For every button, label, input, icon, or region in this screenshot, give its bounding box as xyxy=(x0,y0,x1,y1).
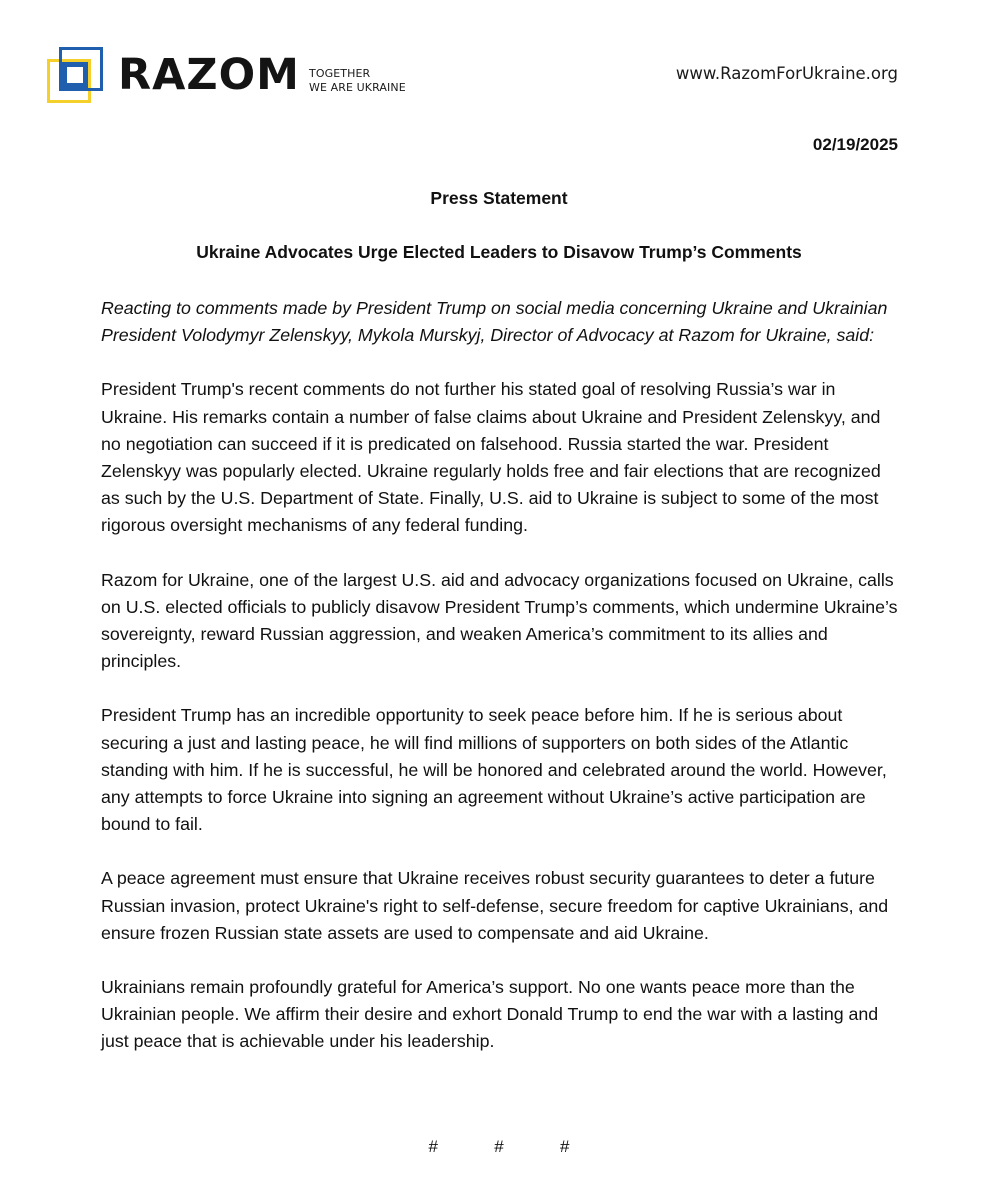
razom-logo-icon xyxy=(47,47,103,103)
body-paragraph: President Trump has an incredible opportunity to seek peace before him. If he is serious about securing a just and lasting peace, he will find millions of supporters on both sides of the Atlantic standing with him. If he is successful, he will be honored and celebrated around the world. However, any attempts to force Ukraine into signing an agreement without Ukraine’s active participation are bound to fail. xyxy=(101,705,887,835)
end-of-release-marks xyxy=(0,1137,998,1157)
end-mark: # xyxy=(494,1137,504,1156)
statement-body xyxy=(101,295,901,1083)
tagline-line-2: WE ARE UKRAINE xyxy=(309,81,406,94)
intro-paragraph: Reacting to comments made by President Trump on social media concerning Ukraine and Ukrainian President Volodymyr Zelenskyy, Mykola Murskyj, Director of Advocacy at Razom for Ukraine, said: xyxy=(101,298,888,346)
brand-tagline xyxy=(309,67,406,95)
document-type: Press Statement xyxy=(430,188,568,208)
brand-name: RAZOM xyxy=(118,50,300,100)
end-mark: # xyxy=(560,1137,570,1156)
body-paragraph: A peace agreement must ensure that Ukraine receives robust security guarantees to deter a future Russian invasion, protect Ukraine's right to self-defense, secure freedom for captive Ukrainians, and ensure frozen Russian state assets are used to compensate and aid Ukraine. xyxy=(101,868,889,943)
body-paragraph: Ukrainians remain profoundly grateful for America’s support. No one wants peace more than the Ukrainian people. We affirm their desire and exhort Donald Trump to end the war with a lasting and just peace that is achievable under his leadership. xyxy=(101,977,879,1052)
website-link[interactable]: www.RazomForUkraine.org xyxy=(675,64,898,83)
tagline-line-1: TOGETHER xyxy=(309,67,371,80)
statement-date: 02/19/2025 xyxy=(812,135,898,154)
letterhead xyxy=(0,0,1004,120)
end-mark: # xyxy=(428,1137,438,1156)
body-paragraph: President Trump's recent comments do not further his stated goal of resolving Russia’s war in Ukraine. His remarks contain a number of false claims about Ukraine and President Zelenskyy, and no negotiation can succeed if it is predicated on falsehood. Russia started the war. President Zelenskyy was popularly elected. Ukraine regularly holds free and fair elections that are recognized as such by the U.S. Department of State. Finally, U.S. aid to Ukraine is subject to some of the most rigorous oversight mechanisms of any federal funding. xyxy=(101,379,881,536)
body-paragraph: Razom for Ukraine, one of the largest U.S. aid and advocacy organizations focused on Ukraine, calls on U.S. elected officials to publicly disavow President Trump’s comments, which undermine Ukraine’s sovereignty, reward Russian aggression, and weaken America’s commitment to its allies and principles. xyxy=(101,569,898,672)
press-headline: Ukraine Advocates Urge Elected Leaders to Disavow Trump’s Comments xyxy=(196,242,802,262)
